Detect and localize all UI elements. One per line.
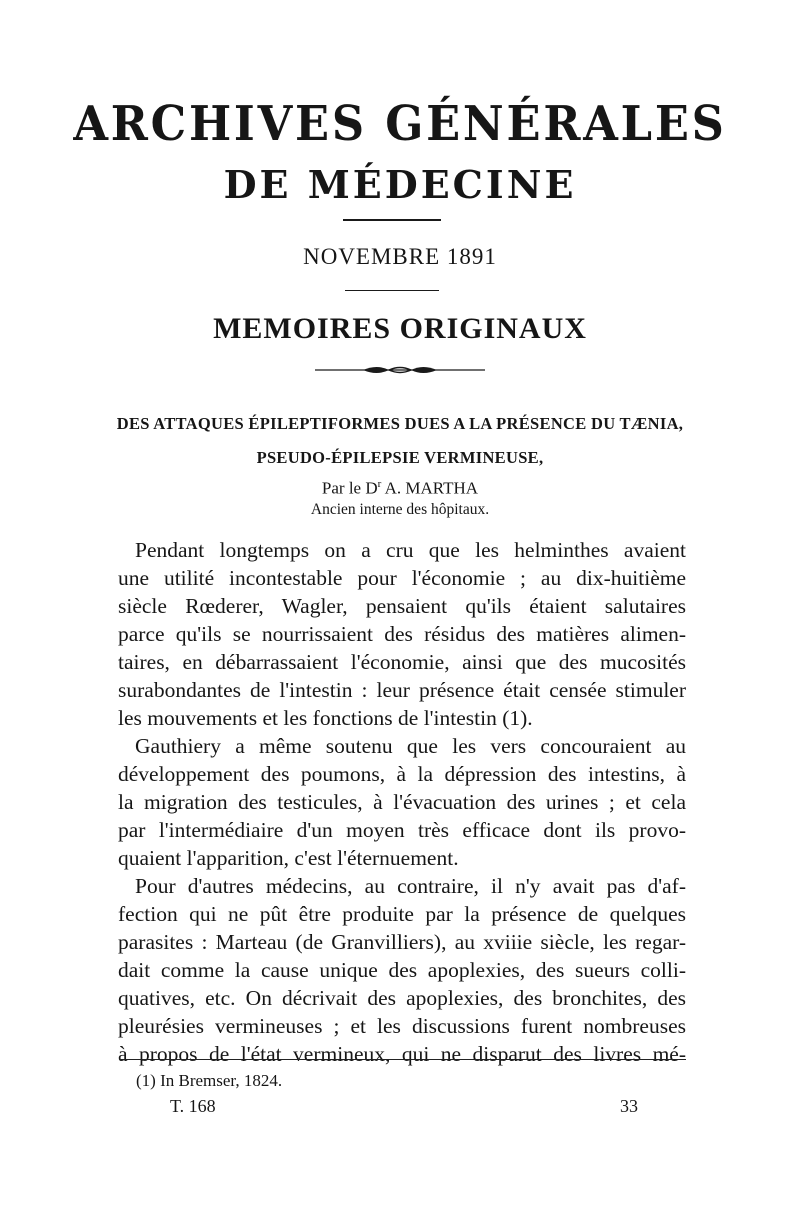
- footnote-rule: [120, 1059, 686, 1060]
- body-line: les mouvements et les fonctions de l'intestin (1).: [118, 706, 533, 730]
- article-title-line2: PSEUDO-ÉPILEPSIE VERMINEUSE,: [256, 448, 544, 467]
- body-line: Pendant longtemps on a cru que les helminthes avaient: [135, 538, 686, 562]
- byline-prefix: Par le D: [321, 478, 378, 498]
- article-byline: [0, 478, 800, 499]
- body-line: quaient l'apparition, c'est l'éternuement.: [118, 846, 459, 870]
- body-line: quatives, etc. On décrivait des apoplexies, des bronchites, des: [118, 986, 686, 1010]
- journal-title-line1: ARCHIVES GÉNÉRALES: [73, 96, 727, 152]
- footnote: (1) In Bremser, 1824.: [136, 1071, 283, 1090]
- article-title-line1: DES ATTAQUES ÉPILEPTIFORMES DUES A LA PRÉSENCE DU TÆNIA,: [116, 414, 684, 433]
- byline-superscript: r: [377, 478, 382, 490]
- body-line: parasites : Marteau (de Granvilliers), au xviiie siècle, les regar-: [118, 930, 686, 954]
- ornament-divider-icon: [315, 362, 485, 378]
- title-rule: [343, 219, 441, 221]
- body-line: une utilité incontestable pour l'économie ; au dix-huitième: [118, 566, 686, 590]
- body-line: la migration des testicules, à l'évacuation des urines ; et cela: [118, 790, 686, 814]
- date-rule: [345, 290, 439, 291]
- body-line: pleurésies vermineuses ; et les discussions furent nombreuses: [118, 1014, 686, 1038]
- author-name: A. MARTHA: [381, 478, 479, 498]
- body-line: parce qu'ils se nourrissaient des résidus des matières alimen-: [118, 622, 686, 646]
- journal-title-line2: DE MÉDECINE: [223, 162, 577, 207]
- volume-number: T. 168: [170, 1096, 216, 1116]
- body-line: Pour d'autres médecins, au contraire, il n'y avait pas d'af-: [135, 874, 686, 898]
- body-line: taires, en débarrassaient l'économie, ainsi que des mucosités: [118, 650, 686, 674]
- section-title: MEMOIRES ORIGINAUX: [213, 312, 587, 345]
- body-line: surabondantes de l'intestin : leur présence était censée stimuler: [118, 678, 686, 702]
- issue-date: NOVEMBRE 1891: [303, 244, 497, 269]
- body-line: siècle Rœderer, Wagler, pensaient qu'ils étaient salutaires: [118, 594, 686, 618]
- body-line: à propos de l'état vermineux, qui ne disparut des livres mé-: [118, 1042, 686, 1066]
- body-line: développement des poumons, à la dépression des intestins, à: [118, 762, 686, 786]
- body-line: dait comme la cause unique des apoplexies, des sueurs colli-: [118, 958, 686, 982]
- page-number: 33: [620, 1096, 638, 1116]
- body-line: Gauthiery a même soutenu que les vers concouraient au: [135, 734, 686, 758]
- author-affiliation: Ancien interne des hôpitaux.: [310, 501, 490, 518]
- body-line: par l'intermédiaire d'un moyen très efficace dont ils provo-: [118, 818, 686, 842]
- body-line: fection qui ne pût être produite par la présence de quelques: [118, 902, 686, 926]
